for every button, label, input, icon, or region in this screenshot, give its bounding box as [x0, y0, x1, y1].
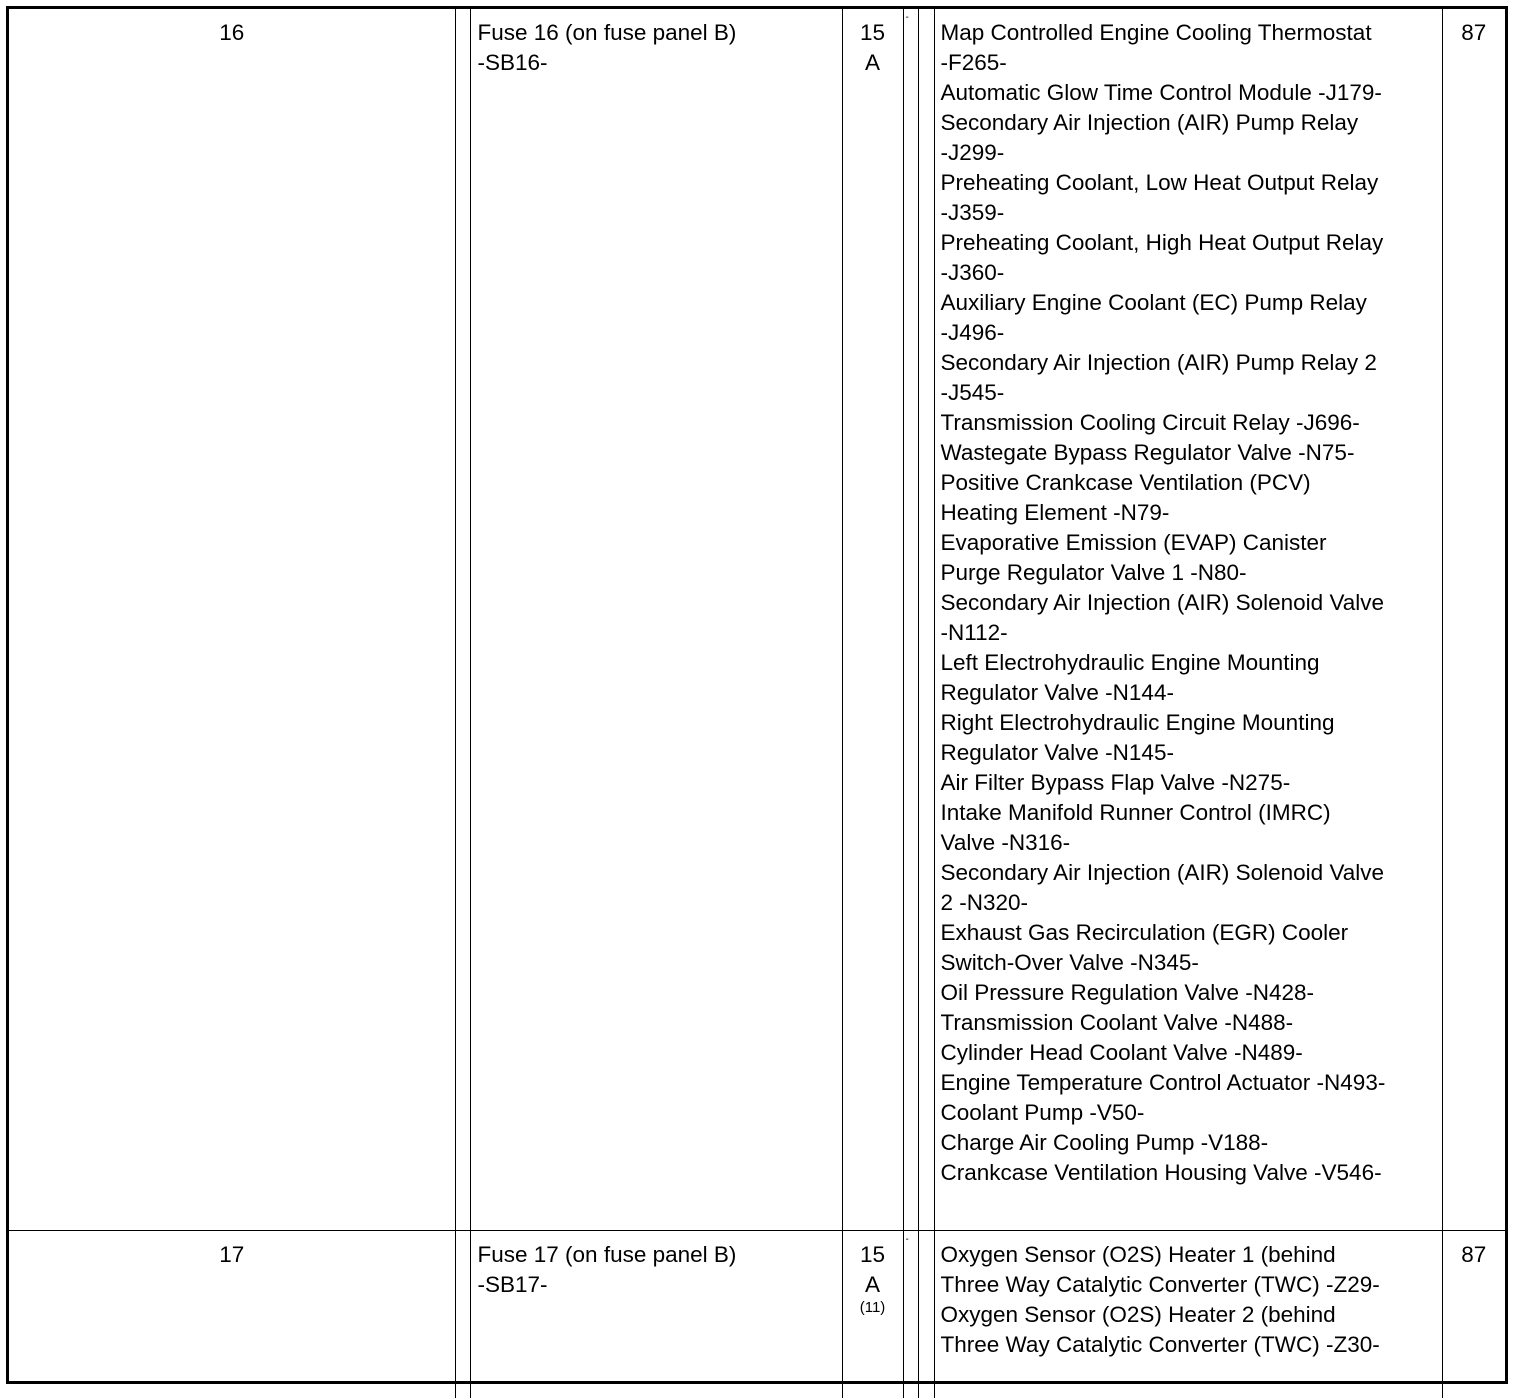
- amperage-unit: A: [843, 48, 903, 78]
- component-line: -J360-: [941, 258, 1438, 288]
- component-line: Engine Temperature Control Actuator -N493-: [941, 1068, 1438, 1098]
- component-line: Heating Element -N79-: [941, 498, 1438, 528]
- component-line: Right Electrohydraulic Engine Mounting: [941, 708, 1438, 738]
- dash-cell: [903, 1231, 918, 1398]
- terminal-cell: [1442, 9, 1505, 1231]
- component-line: Cylinder Head Coolant Valve -N489-: [941, 1038, 1438, 1068]
- component-line: Secondary Air Injection (AIR) Pump Relay 2: [941, 348, 1438, 378]
- amperage-cell: [842, 9, 903, 1231]
- terminal-number: 87: [1461, 20, 1486, 45]
- component-line: Transmission Cooling Circuit Relay -J696-: [941, 408, 1438, 438]
- fuse-number: 17: [219, 1242, 244, 1267]
- component-line: Secondary Air Injection (AIR) Pump Relay: [941, 108, 1438, 138]
- component-line: Auxiliary Engine Coolant (EC) Pump Relay: [941, 288, 1438, 318]
- fuse-description-cell: [470, 9, 842, 1231]
- component-line: Regulator Valve -N145-: [941, 738, 1438, 768]
- component-line: Evaporative Emission (EVAP) Canister: [941, 528, 1438, 558]
- component-line: Regulator Valve -N144-: [941, 678, 1438, 708]
- components-cell: [934, 1231, 1442, 1398]
- terminal-number: 87: [1461, 1242, 1486, 1267]
- amperage-note: (11): [843, 1300, 903, 1316]
- fuse-description-line: -SB16-: [478, 48, 836, 78]
- spacer-cell: [455, 1231, 470, 1398]
- component-line: -J496-: [941, 318, 1438, 348]
- component-line: Purge Regulator Valve 1 -N80-: [941, 558, 1438, 588]
- component-line: Three Way Catalytic Converter (TWC) -Z29-: [941, 1270, 1438, 1300]
- component-line: Oil Pressure Regulation Valve -N428-: [941, 978, 1438, 1008]
- component-line: Exhaust Gas Recirculation (EGR) Cooler: [941, 918, 1438, 948]
- table-row: [9, 1231, 1505, 1398]
- component-line: Charge Air Cooling Pump -V188-: [941, 1128, 1438, 1158]
- component-line: Automatic Glow Time Control Module -J179-: [941, 78, 1438, 108]
- component-line: Oxygen Sensor (O2S) Heater 2 (behind: [941, 1300, 1438, 1330]
- dash-mark: -: [906, 1234, 909, 1245]
- fuse-number-cell: [9, 1231, 455, 1398]
- component-line: Left Electrohydraulic Engine Mounting: [941, 648, 1438, 678]
- fuse-description-line: Fuse 17 (on fuse panel B): [478, 1240, 836, 1270]
- component-line: Wastegate Bypass Regulator Valve -N75-: [941, 438, 1438, 468]
- component-line: Oxygen Sensor (O2S) Heater 1 (behind: [941, 1240, 1438, 1270]
- spacer-cell: [918, 1231, 934, 1398]
- table-row: [9, 9, 1505, 1231]
- component-line: -J359-: [941, 198, 1438, 228]
- component-line: Secondary Air Injection (AIR) Solenoid Valve: [941, 858, 1438, 888]
- component-line: -F265-: [941, 48, 1438, 78]
- amperage-cell: [842, 1231, 903, 1398]
- dash-mark: -: [906, 12, 909, 23]
- terminal-cell: [1442, 1231, 1505, 1398]
- amperage-unit: A: [843, 1270, 903, 1300]
- component-line: Positive Crankcase Ventilation (PCV): [941, 468, 1438, 498]
- amperage-value: 15: [843, 18, 903, 48]
- amperage-value: 15: [843, 1240, 903, 1270]
- component-line: -J299-: [941, 138, 1438, 168]
- component-line: Preheating Coolant, Low Heat Output Relay: [941, 168, 1438, 198]
- component-line: Intake Manifold Runner Control (IMRC): [941, 798, 1438, 828]
- component-line: -J545-: [941, 378, 1438, 408]
- fuse-number: 16: [219, 20, 244, 45]
- fuse-table: [9, 9, 1505, 1398]
- dash-cell: [903, 9, 918, 1231]
- component-line: Map Controlled Engine Cooling Thermostat: [941, 18, 1438, 48]
- fuse-description-cell: [470, 1231, 842, 1398]
- fuse-description-line: Fuse 16 (on fuse panel B): [478, 18, 836, 48]
- component-line: Preheating Coolant, High Heat Output Relay: [941, 228, 1438, 258]
- spacer-cell: [455, 9, 470, 1231]
- component-line: Coolant Pump -V50-: [941, 1098, 1438, 1128]
- fuse-description-line: -SB17-: [478, 1270, 836, 1300]
- component-line: Switch-Over Valve -N345-: [941, 948, 1438, 978]
- component-line: -N112-: [941, 618, 1438, 648]
- component-line: Valve -N316-: [941, 828, 1438, 858]
- components-cell: [934, 9, 1442, 1231]
- spacer-cell: [918, 9, 934, 1231]
- fuse-table-frame: [6, 6, 1508, 1384]
- component-line: Three Way Catalytic Converter (TWC) -Z30-: [941, 1330, 1438, 1360]
- component-line: 2 -N320-: [941, 888, 1438, 918]
- component-line: Transmission Coolant Valve -N488-: [941, 1008, 1438, 1038]
- component-line: Crankcase Ventilation Housing Valve -V546-: [941, 1158, 1438, 1188]
- component-line: Air Filter Bypass Flap Valve -N275-: [941, 768, 1438, 798]
- component-line: Secondary Air Injection (AIR) Solenoid Valve: [941, 588, 1438, 618]
- fuse-number-cell: [9, 9, 455, 1231]
